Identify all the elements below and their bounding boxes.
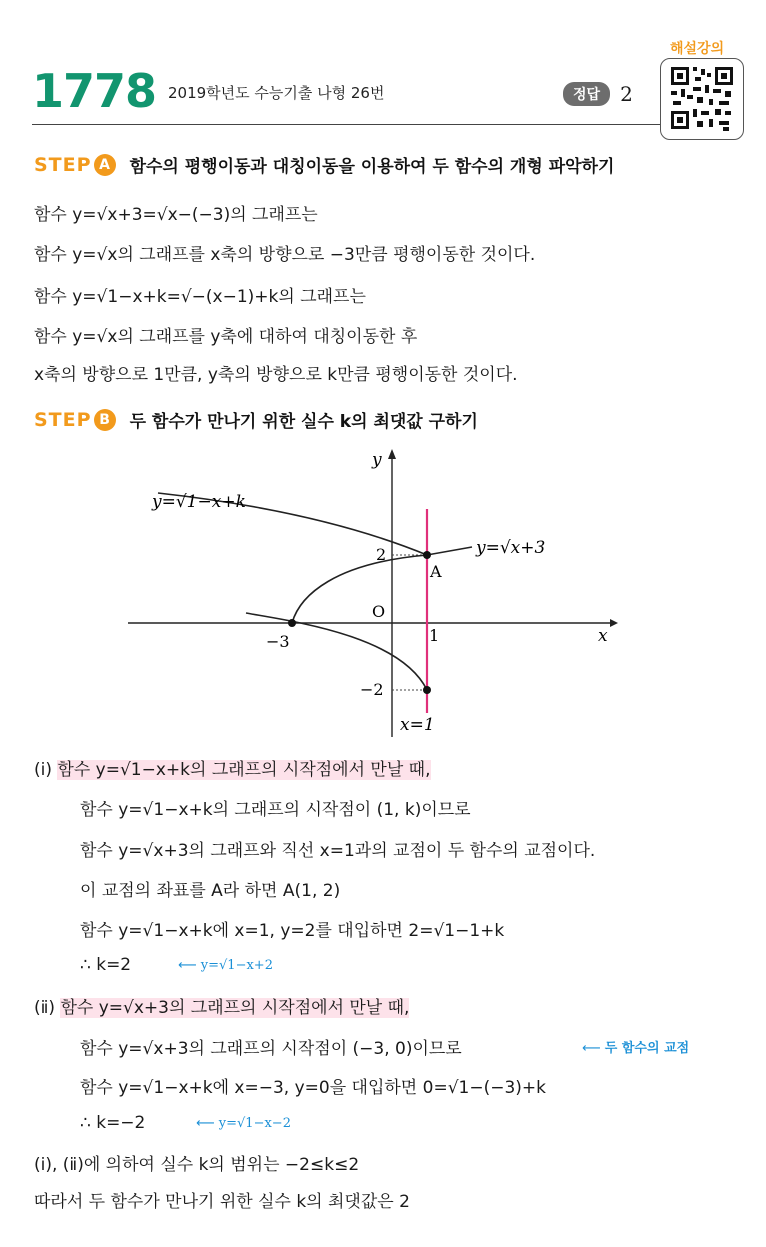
step-a-line-3: 함수 y=√1−x+k=√−(x−1)+k의 그래프는 — [34, 287, 366, 307]
case1-row — [34, 755, 431, 780]
case1-line-3: 이 교점의 좌표를 A라 하면 A(1, 2) — [80, 881, 341, 901]
label-vertical-line: x=1 — [400, 715, 435, 735]
arrow-left-icon: ⟵ — [582, 1041, 601, 1056]
label-upper-curve: y=√1−x+k — [152, 492, 246, 512]
problem-source: 2019학년도 수능기출 나형 26번 — [168, 84, 385, 102]
case1-note — [178, 958, 273, 973]
answer-badge: 정답 — [563, 82, 610, 106]
case2-note — [196, 1116, 291, 1131]
case2-intersection-note — [582, 1037, 689, 1056]
step-a-word: STEP — [34, 153, 92, 176]
answer-box — [563, 82, 633, 106]
step-b-header — [34, 407, 478, 432]
case2-note-text: y=√1−x−2 — [218, 1116, 291, 1131]
case2-label: (ⅱ) — [34, 998, 56, 1018]
case2-row — [34, 993, 409, 1018]
qr-label: 해설강의 — [670, 41, 725, 57]
header-divider — [32, 124, 662, 125]
case1-line-5: ∴ k=2 — [80, 955, 132, 975]
x-axis-label: x — [598, 626, 608, 646]
case2-intersection-text: 두 함수의 교점 — [604, 1041, 690, 1056]
curve-lower — [246, 613, 427, 690]
point-neg3 — [288, 619, 296, 627]
step-a-line-5: x축의 방향으로 1만큼, y축의 방향으로 k만큼 평행이동한 것이다. — [34, 365, 518, 385]
tick-1: 1 — [429, 626, 440, 645]
answer-value: 2 — [620, 82, 633, 106]
step-a-line-1: 함수 y=√x+3=√x−(−3)의 그래프는 — [34, 205, 318, 225]
conclusion-line-1: (ⅰ), (ⅱ)에 의하여 실수 k의 범위는 −2≤k≤2 — [34, 1155, 360, 1175]
qr-code-icon — [661, 59, 743, 139]
step-b-word: STEP — [34, 408, 92, 431]
problem-number: 1778 — [32, 64, 157, 118]
tick-neg2: −2 — [360, 680, 384, 699]
point-a — [423, 551, 431, 559]
tick-2: 2 — [376, 545, 387, 564]
step-a-title: 함수의 평행이동과 대칭이동을 이용하여 두 함수의 개형 파악하기 — [129, 157, 615, 177]
y-axis-label: y — [372, 450, 382, 470]
arrow-left-icon: ⟵ — [196, 1116, 215, 1131]
origin-label: O — [372, 602, 386, 621]
qr-code[interactable] — [660, 58, 744, 140]
case1-line-1: 함수 y=√1−x+k의 그래프의 시작점이 (1, k)이므로 — [80, 800, 471, 820]
case2-line-2: 함수 y=√1−x+k에 x=−3, y=0을 대입하면 0=√1−(−3)+k — [80, 1078, 546, 1098]
case1-note-text: y=√1−x+2 — [200, 958, 273, 973]
case1-line-4: 함수 y=√1−x+k에 x=1, y=2를 대입하면 2=√1−1+k — [80, 921, 505, 941]
step-a-line-2: 함수 y=√x의 그래프를 x축의 방향으로 −3만큼 평행이동한 것이다. — [34, 245, 536, 265]
case2-heading: 함수 y=√x+3의 그래프의 시작점에서 만날 때, — [60, 998, 410, 1018]
x-axis-arrow-icon — [610, 619, 618, 627]
point-1-neg2 — [423, 686, 431, 694]
case2-line-3: ∴ k=−2 — [80, 1113, 146, 1133]
case2-line-1: 함수 y=√x+3의 그래프의 시작점이 (−3, 0)이므로 — [80, 1039, 462, 1059]
case1-line-2: 함수 y=√x+3의 그래프와 직선 x=1과의 교점이 두 함수의 교점이다. — [80, 841, 596, 861]
label-sqrt-curve: y=√x+3 — [476, 538, 546, 558]
step-b-title: 두 함수가 만나기 위한 실수 k의 최댓값 구하기 — [129, 412, 478, 432]
step-a-letter: A — [94, 154, 116, 176]
arrow-left-icon: ⟵ — [178, 958, 197, 973]
step-b-letter: B — [94, 409, 116, 431]
function-graph — [120, 445, 620, 740]
conclusion-line-2: 따라서 두 함수가 만나기 위한 실수 k의 최댓값은 2 — [34, 1192, 410, 1212]
tick-neg3: −3 — [266, 632, 290, 651]
case1-label: (ⅰ) — [34, 760, 52, 780]
point-a-label: A — [430, 562, 442, 581]
step-a-header — [34, 152, 614, 177]
case1-heading: 함수 y=√1−x+k의 그래프의 시작점에서 만날 때, — [57, 760, 431, 780]
y-axis-arrow-icon — [388, 449, 396, 459]
step-a-line-4: 함수 y=√x의 그래프를 y축에 대하여 대칭이동한 후 — [34, 327, 418, 347]
